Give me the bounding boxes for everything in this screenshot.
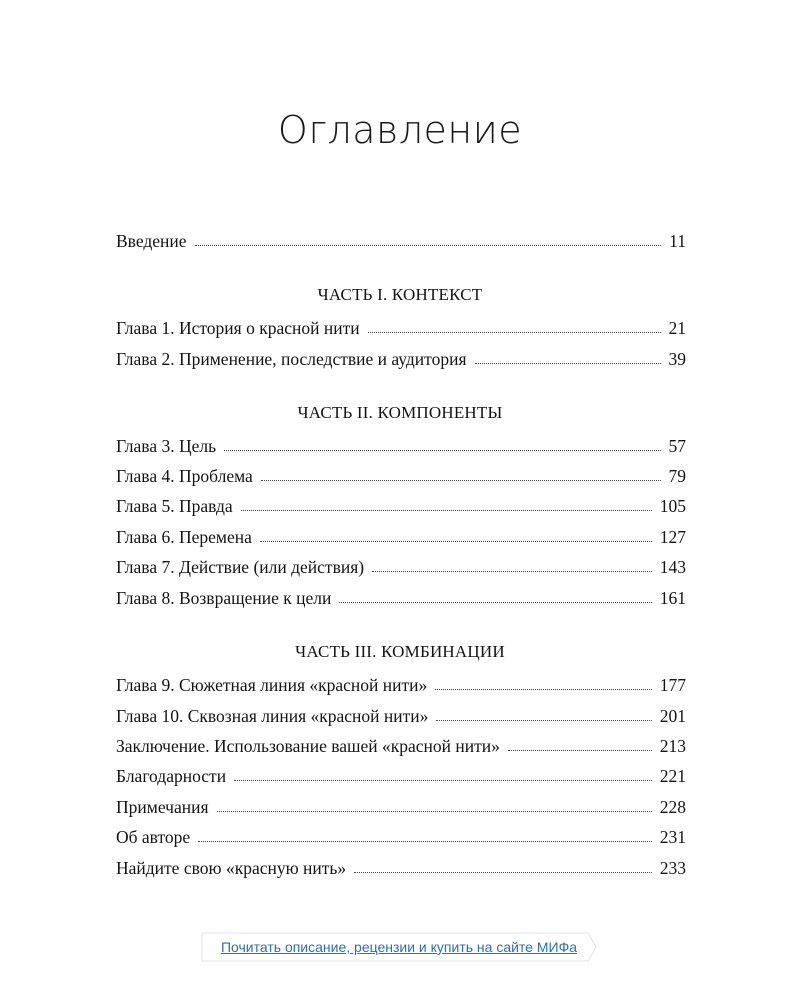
toc-entry-page: 231 <box>659 827 686 847</box>
toc-entry-title: Примечания <box>116 797 209 817</box>
toc-entry-title: Глава 2. Применение, последствие и аудитория <box>116 349 467 369</box>
toc-entry-title: Об авторе <box>116 827 191 847</box>
dot-leader <box>475 362 661 364</box>
dot-leader <box>234 779 652 781</box>
toc-entry-title: Глава 10. Сквозная линия «красной нити» <box>116 706 429 726</box>
toc-entry-title: Заключение. Использование вашей «красной нити» <box>116 736 500 756</box>
dot-leader <box>354 871 652 873</box>
toc-entry-intro <box>116 229 686 253</box>
toc-entry <box>116 764 686 788</box>
toc-entry <box>116 704 686 728</box>
dot-leader <box>217 810 652 812</box>
toc-entry <box>116 673 686 697</box>
toc-entry-title: Глава 9. Сюжетная линия «красной нити» <box>116 675 428 695</box>
toc-entry <box>116 525 686 549</box>
dot-leader <box>260 540 652 542</box>
dot-leader <box>368 331 661 333</box>
dot-leader <box>339 601 651 603</box>
part-heading-2: ЧАСТЬ II. КОМПОНЕНТЫ <box>297 403 503 422</box>
dot-leader <box>435 688 651 690</box>
toc-entry-page: 79 <box>668 466 686 486</box>
toc-entry-page: 143 <box>659 557 686 577</box>
footer-link-container <box>200 932 598 962</box>
toc-entry-title: Благодарности <box>116 766 227 786</box>
toc-entry-page: 233 <box>659 858 686 878</box>
page-title: Оглавление <box>277 108 523 152</box>
toc-entry <box>116 316 686 340</box>
toc-entry-title: Введение <box>116 231 187 251</box>
dot-leader <box>508 749 652 751</box>
toc-entry-title: Глава 4. Проблема <box>116 466 253 486</box>
toc-entry-title: Глава 7. Действие (или действия) <box>116 557 365 577</box>
toc-entry <box>116 586 686 610</box>
toc-entry-page: 213 <box>659 736 686 756</box>
toc-entry-page: 228 <box>659 797 686 817</box>
toc-entry-page: 11 <box>669 231 686 251</box>
toc-entry <box>116 555 686 579</box>
toc-entry <box>116 434 686 458</box>
toc-entry-title: Глава 1. История о красной нити <box>116 318 360 338</box>
toc-entry-title: Глава 5. Правда <box>116 496 233 516</box>
toc-entry-page: 201 <box>659 706 686 726</box>
toc-entry-page: 221 <box>659 766 686 786</box>
toc-entry-page: 105 <box>659 496 686 516</box>
part-heading-1: ЧАСТЬ I. КОНТЕКСТ <box>317 285 483 304</box>
dot-leader <box>261 479 661 481</box>
toc-entry-title: Найдите свою «красную нить» <box>116 858 347 878</box>
toc-entry-page: 57 <box>668 436 686 456</box>
toc-entry <box>116 795 686 819</box>
toc-entry-title: Глава 6. Перемена <box>116 527 252 547</box>
toc-entry <box>116 825 686 849</box>
dot-leader <box>224 449 660 451</box>
toc-entry-page: 177 <box>659 675 686 695</box>
mif-site-link[interactable]: Почитать описание, рецензии и купить на сайте МИФа <box>220 939 578 955</box>
toc-entry <box>116 347 686 371</box>
dot-leader <box>372 570 652 572</box>
toc-entry-page: 127 <box>659 527 686 547</box>
toc-entry-page: 161 <box>659 588 686 608</box>
toc-entry <box>116 464 686 488</box>
toc-entry-page: 39 <box>668 349 686 369</box>
dot-leader <box>241 509 652 511</box>
toc-entry <box>116 856 686 880</box>
dot-leader <box>195 244 662 246</box>
toc-entry <box>116 734 686 758</box>
toc-entry-page: 21 <box>668 318 686 338</box>
toc-entry <box>116 494 686 518</box>
part-heading-3: ЧАСТЬ III. КОМБИНАЦИИ <box>295 642 505 661</box>
dot-leader <box>436 719 651 721</box>
toc-entry-title: Глава 8. Возвращение к цели <box>116 588 332 608</box>
toc-entry-title: Глава 3. Цель <box>116 436 217 456</box>
dot-leader <box>198 840 652 842</box>
